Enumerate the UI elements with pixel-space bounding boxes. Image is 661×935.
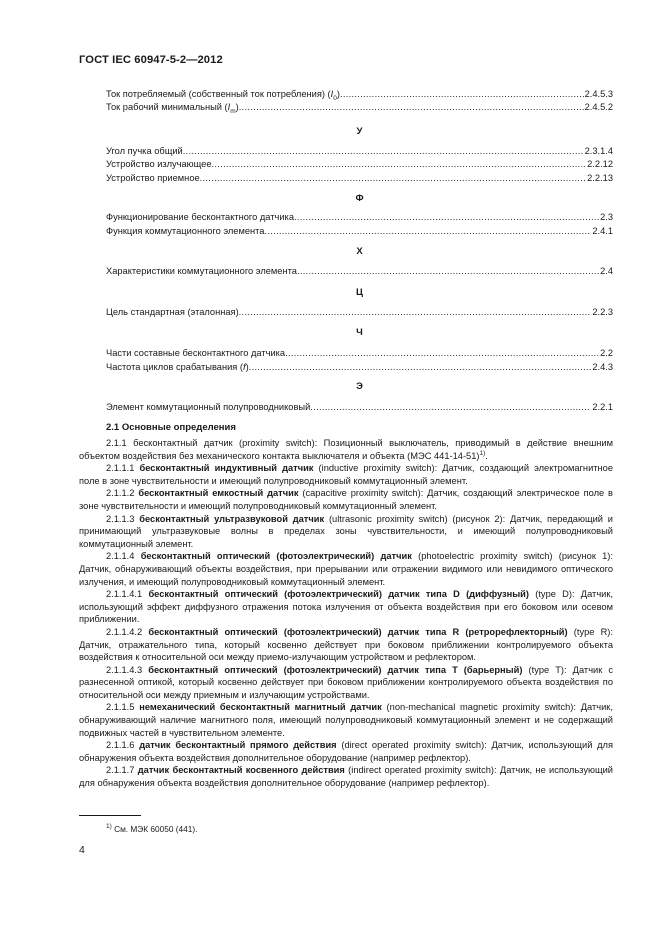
index-term: Устройство излучающее (106, 159, 212, 169)
index-letter-heading: Х (356, 246, 363, 257)
index-reference: 2.3.1.4 (584, 146, 613, 156)
leader-dots (239, 306, 592, 320)
index-entry (106, 145, 613, 159)
index-reference: 2.2.13 (587, 173, 613, 183)
definition-paragraph (79, 462, 613, 487)
definition-text: бесконтактный датчик (proximity switch): Позиционный выключатель, приводимый в действие внешним объектом воздействия без механического контакта выключателя и объекта (МЭС 441-14-51) (79, 438, 613, 461)
index-reference: 2.4 (600, 266, 613, 276)
definition-number: 2.1.1.3 (106, 513, 135, 524)
section-title: 2.1 Основные определения (106, 422, 236, 433)
document-header: ГОСТ IEC 60947-5-2—2012 (79, 54, 223, 66)
definition-text: (type Т): Датчик с разнесенной оптикой, который косвенно действует при боковом приближении контролируемого объекта воздействия по относительной оси между приемным и излучающим устройствами. (79, 664, 614, 700)
index-letter-heading: Ц (356, 287, 363, 298)
defined-term: бесконтактный емкостный датчик (138, 488, 299, 499)
definition-paragraph (79, 739, 613, 764)
index-reference: 2.4.5.2 (584, 102, 613, 112)
definition-number: 2.1.1.4.2 (106, 626, 143, 637)
index-reference: 2.4.1 (592, 226, 613, 236)
leader-dots (310, 401, 591, 415)
index-letter-heading: У (356, 126, 363, 137)
definition-number: 2.1.1.5 (106, 702, 135, 713)
defined-term: бесконтактный индуктивный датчик (139, 463, 314, 474)
leader-dots (249, 361, 592, 375)
leader-dots (183, 145, 584, 159)
index-term: Характеристики коммутационного элемента (106, 266, 297, 276)
index-term: Части составные бесконтактного датчика (106, 348, 286, 358)
leader-dots (264, 225, 591, 239)
definition-text: (direct operated proximity switch): Датчик, использующий для обнаружения объекта воздействия дополнительное оборудование (например рефлектор). (79, 740, 614, 763)
index-reference: 2.2.1 (592, 402, 613, 412)
leader-dots (294, 211, 599, 225)
definitions-body (79, 437, 613, 790)
definition-paragraph (79, 664, 613, 702)
definition-paragraph (79, 588, 613, 626)
index-letter-heading: Ф (355, 193, 364, 204)
definition-number: 2.1.1.6 (106, 740, 135, 751)
index-term: Угол пучка общий (106, 146, 183, 156)
index-entry (106, 101, 613, 115)
definition-number: 2.1.1.4.1 (106, 589, 143, 600)
definition-text: (type D): Датчик, использующий эффект диффузного отражения потока излучения от объекта воздействия при его боковом или осевом приближении. (79, 589, 614, 625)
index-reference: 2.2 (600, 348, 613, 358)
defined-term: бесконтактный оптический (фотоэлектрический) датчик (140, 551, 412, 562)
index-reference: 2.4.3 (592, 362, 613, 372)
definition-paragraph (79, 764, 613, 789)
defined-term: датчик бесконтактный прямого действия (139, 740, 337, 751)
index-letter-heading: Ч (356, 327, 363, 338)
index-letter-heading: Э (356, 381, 363, 392)
leader-dots (239, 101, 584, 115)
footnote (106, 824, 197, 834)
index-entry (106, 158, 613, 172)
index-reference: 2.2.12 (587, 159, 613, 169)
definition-number: 2.1.1.4.3 (106, 664, 143, 675)
defined-term: немеханический бесконтактный магнитный датчик (139, 702, 382, 713)
definition-number: 2.1.1.2 (106, 488, 135, 499)
index-entry (106, 265, 613, 279)
definition-paragraph (79, 487, 613, 512)
footnote-mark: 1) (106, 823, 112, 831)
index-term: Функция коммутационного элемента (106, 226, 265, 236)
index-entry (106, 361, 613, 375)
definition-paragraph (79, 550, 613, 588)
footnote-text: См. МЭК 60050 (441). (114, 824, 198, 834)
definition-number: 2.1.1 (106, 438, 127, 448)
definition-paragraph (79, 701, 613, 739)
index-term: Элемент коммутационный полупроводниковый (106, 402, 311, 412)
defined-term: датчик бесконтактный косвенного действия (137, 765, 345, 776)
index-term: Функционирование бесконтактного датчика (106, 212, 295, 222)
definition-paragraph: 2.1.1 бесконтактный датчик (proximity switch): Позиционный выключатель, приводимый в действие внешним объектом воздействия без механического контакта выключателя и объекта (МЭС 441-14-51)$^{1)}$. (79, 438, 613, 461)
leader-dots (297, 265, 599, 279)
index-reference: 2.4.5.3 (584, 89, 613, 99)
definition-number: 2.1.1.4 (106, 551, 135, 562)
footnote-reference: 1) (479, 449, 486, 457)
definition-number: 2.1.1.1 (106, 463, 135, 474)
index-term: Ток рабочий минимальный $(I_m)$ (106, 102, 239, 115)
index-term: Устройство приемное (106, 173, 200, 183)
definition-text: (non-mechanical magnetic proximity switch): Датчик, обнаруживающий наличие магнитного поля, имеющий полупроводниковый коммутационный элемент и не содержащий подвижных частей в чувствительном элементе. (79, 702, 613, 738)
definition-paragraph (79, 513, 613, 551)
index-reference: 2.3 (600, 212, 613, 222)
index-entry (106, 347, 613, 361)
defined-term: бесконтактный оптический (фотоэлектрический) датчик типа D (диффузный) (148, 589, 529, 600)
definition-text: (inductive proximity switch): Датчик, создающий электромагнитное поле в зоне чувствительности и имеющий полупроводниковый коммутационный элемент. (79, 463, 613, 486)
index-entry (106, 211, 613, 225)
leader-dots (340, 88, 584, 102)
leader-dots (285, 347, 599, 361)
defined-term: бесконтактный оптический (фотоэлектрический) датчик типа Т (барьерный) (148, 664, 523, 675)
definition-text: (photoelectric proximity switch) (рисунок 1): Датчик, обнаруживающий объекты воздействия, при прерывании или отражении видимого или невидимого оптического излучения, и имеющий полупроводниковый коммутационный элемент. (79, 551, 613, 587)
defined-term: бесконтактный ультразвуковой датчик (139, 513, 325, 524)
index-term: Ток потребляемый (собственный ток потребления) $(I_0)$ (106, 89, 340, 102)
index-term: Частота циклов срабатывания (f) (106, 362, 249, 372)
definition-text: (indirect operated proximity switch): Датчик, не использующий для обнаружения объекта воздействия дополнительное оборудование (например рефлектор). (79, 765, 613, 789)
defined-term: бесконтактный оптический (фотоэлектрический) датчик типа R (ретрорефлекторный) (148, 626, 568, 637)
definition-paragraph (79, 626, 613, 664)
definition-text: (capacitive proximity switch): Датчик, создающий электрическое поле в зоне чувствительности и имеющий полупроводниковый коммутационный элемент. (79, 488, 613, 511)
definition-text: (type R): Датчик, отражательного типа, который косвенно действует при боковом приближении контролируемого объекта воздействия к относительной оси между приемо-излучающим устройством и рефлектором. (79, 626, 613, 663)
index-entry (106, 225, 613, 239)
index-entry (106, 172, 613, 186)
leader-dots (212, 158, 587, 172)
index-entry (106, 306, 613, 320)
index-entry (106, 401, 613, 415)
definition-number: 2.1.1.7 (106, 765, 135, 776)
footnote-rule (79, 815, 141, 816)
definition-text: (ultrasonic proximity switch) (рисунок 2): Датчик, передающий и принимающий ультразвуковые волны в пределах зоны чувствительности, и имеющий полупроводниковый коммутационный элемент. (79, 513, 613, 549)
index-term: Цель стандартная (эталонная) (106, 307, 239, 317)
page-number: 4 (79, 844, 85, 856)
leader-dots (200, 172, 586, 186)
index-entry (106, 88, 613, 102)
index-reference: 2.2.3 (592, 307, 613, 317)
